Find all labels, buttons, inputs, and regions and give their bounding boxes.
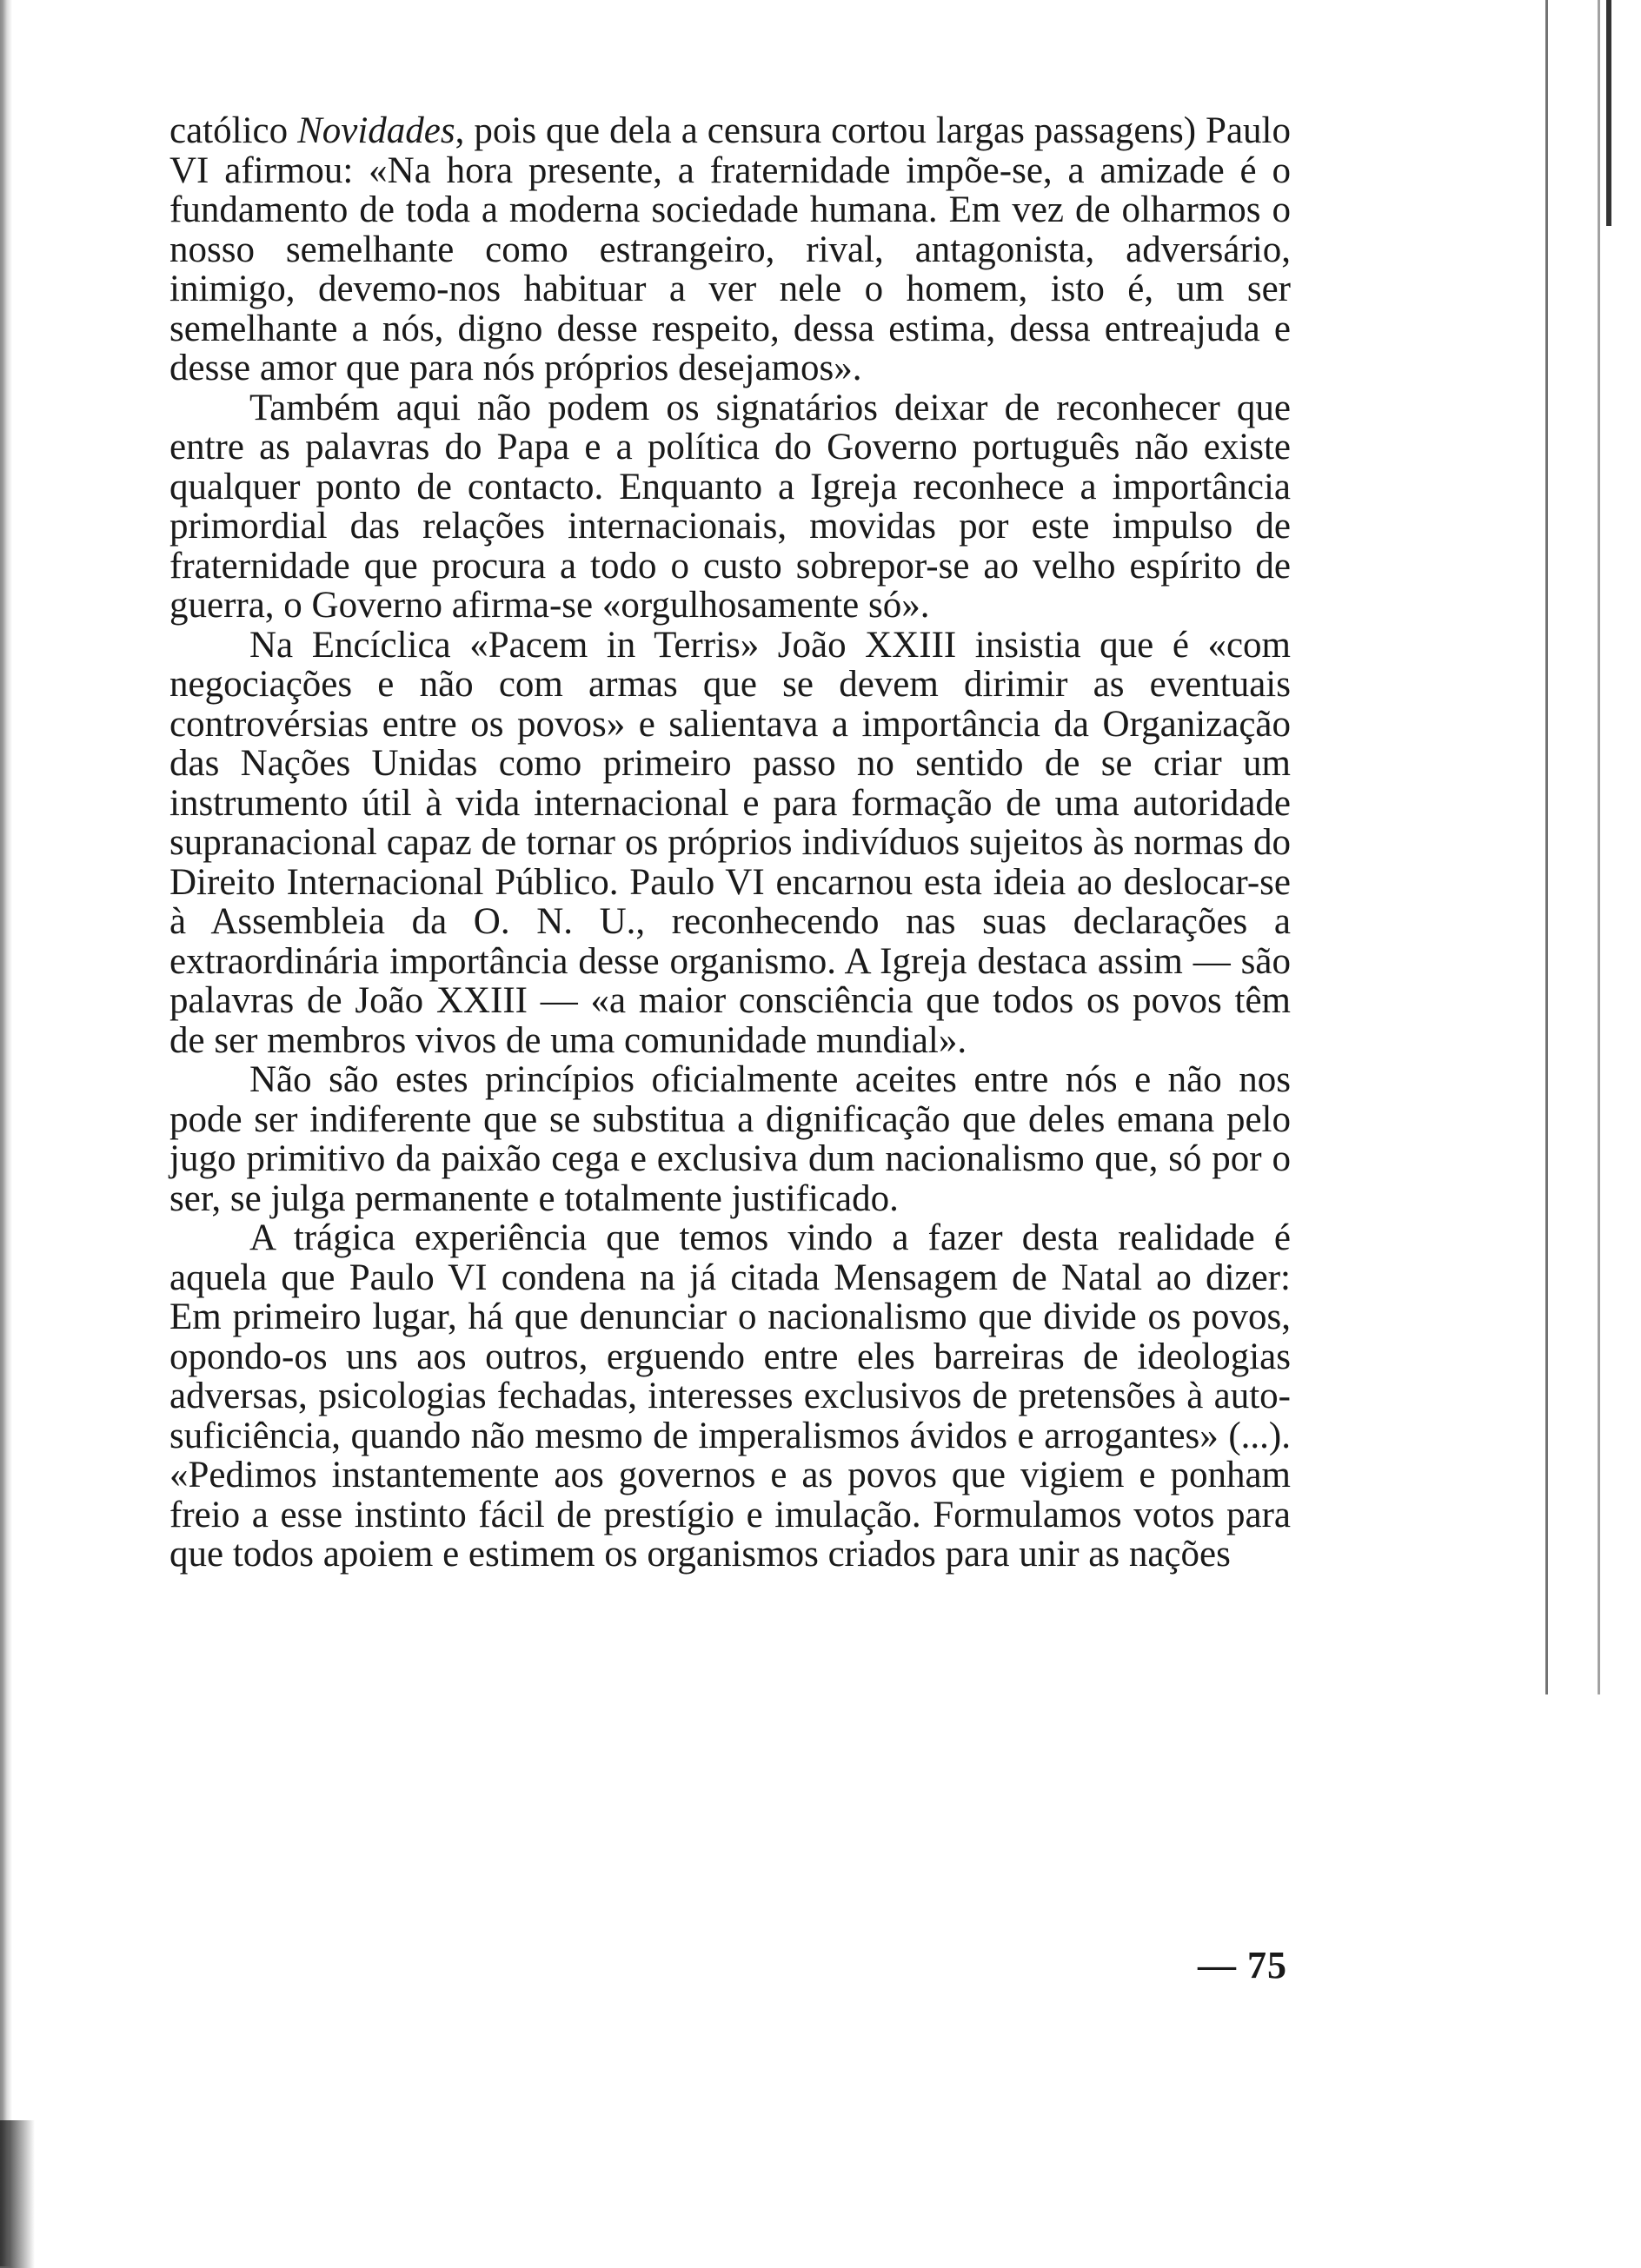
newspaper-title: Novidades	[297, 110, 455, 151]
page-body	[169, 111, 1291, 1575]
paragraph: Não são estes princípios oficialmente aceites entre nós e não nos pode ser indiferente que se substitua a dignificação que deles emana pelo jugo primitivo da paixão cega e exclusiva dum nacionalismo que, só por o ser, se julga permanente e totalmente justificado.	[169, 1059, 1291, 1219]
page-number: — 75	[1198, 1944, 1287, 1986]
paragraph: Na Encíclica «Pacem in Terris» João XXIII insistia que é «com negociações e não com armas que se devem dirimir as eventuais controvérsias entre os povos» e salientava a importância da Organização das Nações Unidas como primeiro passo no sentido de se criar um instrumento útil à vida internacional e para formação de uma autoridade supranacional capaz de tornar os próprios indivíduos sujeitos às normas do Direito Internacional Público. Paulo VI encarnou esta ideia ao deslocar-se à Assembleia da O. N. U., reconhecendo nas suas declarações a extraordinária importância desse organismo. A Igreja destaca assim — são palavras de João XXIII — «a maior consciência que todos os povos têm de ser membros vivos de uma comunidade mundial».	[169, 624, 1291, 1061]
scan-binding-right	[1545, 0, 1641, 1694]
paragraph: A trágica experiência que temos vindo a fazer desta realidade é aquela que Paulo VI condena na já citada Mensagem de Natal ao dizer: Em primeiro lugar, há que denunciar o nacionalismo que divide os povos, opondo-os uns aos outros, erguendo entre eles barreiras de ideologias adversas, psicologias fechadas, interesses exclusivos de pretensões à auto-suficiência, quando não mesmo de imperalismos ávidos e arrogantes» (...). «Pedimos instantemente aos governos e as povos que vigiem e ponham freio a esse instinto fácil de prestígio e imulação. Formulamos votos para que todos apoiem e estimem os organismos criados para unir as nações	[169, 1217, 1291, 1575]
scan-shadow-left-bottom	[0, 2120, 35, 2268]
paragraph-text: , pois que dela a censura cortou largas passagens) Paulo VI afirmou: «Na hora presente, a fraternidade impõe-se, a amizade é o fundamento de toda a moderna sociedade humana. Em vez de olharmos o nosso semelhante como estrangeiro, rival, antagonista, adversário, inimigo, devemo-nos habituar a ver nele o homem, isto é, um ser semelhante a nós, digno desse respeito, dessa estima, dessa entreajuda e desse amor que para nós próprios desejamos».	[169, 110, 1291, 388]
scan-shadow-left	[0, 0, 12, 2266]
binding-mark	[1606, 0, 1611, 226]
binding-line	[1598, 0, 1600, 1694]
paragraph-lead: católico	[169, 110, 298, 151]
paragraph	[169, 111, 1291, 388]
paragraph: Também aqui não podem os signatários deixar de reconhecer que entre as palavras do Papa e a política do Governo português não existe qualquer ponto de contacto. Enquanto a Igreja reconhece a importância primordial das relações internacionais, movidas por este impulso de fraternidade que procura a todo o custo sobrepor-se ao velho espírito de guerra, o Governo afirma-se «orgulhosamente só».	[169, 387, 1291, 626]
binding-line	[1545, 0, 1548, 1694]
